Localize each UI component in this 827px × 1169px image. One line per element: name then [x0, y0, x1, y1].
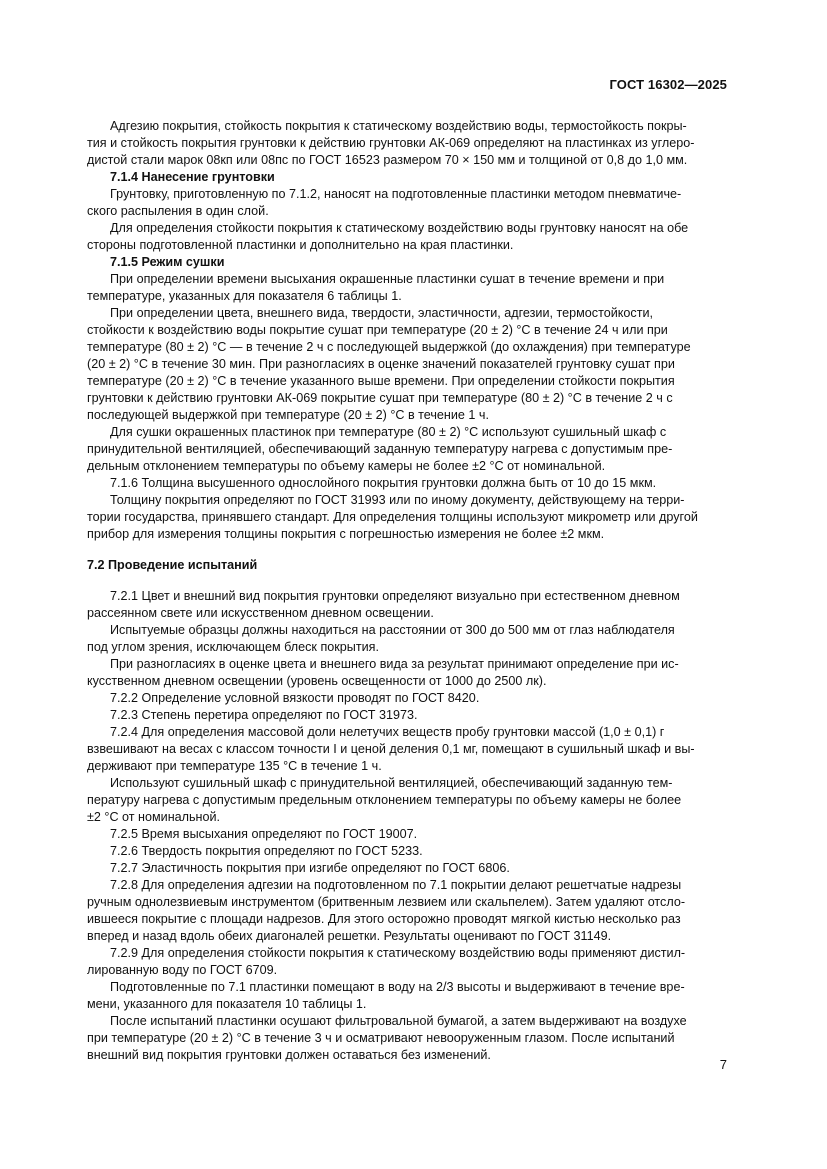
- document-header: ГОСТ 16302—2025: [609, 77, 727, 92]
- paragraph: После испытаний пластинки осушают фильтровальной бумагой, а затем выдерживают на воздухе при температуре (20 ± 2) °С в течение 3 ч и осматривают невооруженным глазом. После испытаний внешний вид покрытия грунтовки должен оставаться без изменений.: [87, 1014, 687, 1062]
- paragraph: 7.1.6 Толщина высушенного однослойного покрытия грунтовки должна быть от 10 до 15 мкм.: [110, 476, 657, 490]
- paragraph: При определении цвета, внешнего вида, твердости, эластичности, адгезии, термостойкости, стойкости к воздействию воды покрытие сушат при температуре (20 ± 2) °С в течение 24 ч или при температуре (80 ± 2) °С — в течение 2 ч с последующей выдержкой (до охлаждения) при температуре (20 ± 2) °С в течение 30 мин. При разногласиях в оценке значений показателей грунтовку сушат при температуре (20 ± 2) °С в течение указанного выше времени. При определении стойкости покрытия грунтовки к действию грунтовки АК-069 покрытие сушат при температуре (80 ± 2) °С в течение 2 ч с последующей выдержкой при температуре (20 ± 2) °С в течение 1 ч.: [87, 306, 691, 422]
- paragraph: Подготовленные по 7.1 пластинки помещают в воду на 2/3 высоты и выдерживают в течение вре- мени, указанного для показателя 10 таблицы 1.: [87, 980, 685, 1011]
- paragraph: 7.2.8 Для определения адгезии на подготовленном по 7.1 покрытии делают решетчатые надрезы ручным однолезвиевым инструментом (бритвенным лезвием или скальпелем). Затем удаляют отсло- ившееся покрытие с площади надрезов. Для этого осторожно проводят мягкой кистью несколько раз вперед и назад вдоль обеих диагоналей решетки. Результаты оценивают по ГОСТ 31149.: [87, 878, 686, 943]
- paragraph: Грунтовку, приготовленную по 7.1.2, наносят на подготовленные пластинки методом пневматиче- ского распыления в один слой.: [87, 187, 682, 218]
- paragraph: 7.2.2 Определение условной вязкости проводят по ГОСТ 8420.: [110, 691, 480, 705]
- document-body: [87, 118, 728, 1064]
- paragraph: 7.2.6 Твердость покрытия определяют по ГОСТ 5233.: [110, 844, 423, 858]
- paragraph: 7.2.4 Для определения массовой доли нелетучих веществ пробу грунтовки массой (1,0 ± 0,1) г взвешивают на весах с классом точности I и ценой деления 0,1 мг, помещают в сушильный шкаф и вы- держивают при температуре 135 °С в течение 1 ч.: [87, 725, 695, 773]
- paragraph: Используют сушильный шкаф с принудительной вентиляцией, обеспечивающий заданную тем- пературу нагрева с допустимым предельным отклонением температуры по объему камеры не более ±2 °С от номинальной.: [87, 776, 682, 824]
- paragraph: 7.2.1 Цвет и внешний вид покрытия грунтовки определяют визуально при естественном дневном рассеянном свете или искусственном дневном освещении.: [87, 589, 680, 620]
- section-heading-7-1-5: 7.1.5 Режим сушки: [110, 255, 225, 269]
- paragraph: Адгезию покрытия, стойкость покрытия к статическому воздействию воды, термостойкость покры- тия и стойкость покрытия грунтовки к действию грунтовки АК-069 определяют на пластинках из углеро- дистой стали марок 08кп или 08пс по ГОСТ 16523 размером 70 × 150 мм и толщиной от 0,8 до 1,0 мм.: [87, 119, 695, 167]
- paragraph: 7.2.3 Степень перетира определяют по ГОСТ 31973.: [110, 708, 418, 722]
- section-heading-7-2: 7.2 Проведение испытаний: [87, 558, 258, 572]
- paragraph: Для сушки окрашенных пластинок при температуре (80 ± 2) °С используют сушильный шкаф с принудительной вентиляцией, обеспечивающий заданную температуру нагрева с допустимым пре- дельным отклонением температуры по объему камеры не более ±2 °С от номинальной.: [87, 425, 673, 473]
- paragraph: 7.2.5 Время высыхания определяют по ГОСТ 19007.: [110, 827, 418, 841]
- page-number: 7: [719, 1057, 727, 1072]
- paragraph: Для определения стойкости покрытия к статическому воздействию воды грунтовку наносят на обе стороны подготовленной пластинки и дополнительно на края пластинки.: [87, 221, 689, 252]
- paragraph: Испытуемые образцы должны находиться на расстоянии от 300 до 500 мм от глаз наблюдателя под углом зрения, исключающем блеск покрытия.: [87, 623, 675, 654]
- paragraph: 7.2.7 Эластичность покрытия при изгибе определяют по ГОСТ 6806.: [110, 861, 510, 875]
- paragraph: 7.2.9 Для определения стойкости покрытия к статическому воздействию воды применяют дистил- лированную воду по ГОСТ 6709.: [87, 946, 686, 977]
- section-heading-7-1-4: 7.1.4 Нанесение грунтовки: [110, 170, 275, 184]
- paragraph: При определении времени высыхания окрашенные пластинки сушат в течение времени и при температуре, указанных для показателя 6 таблицы 1.: [87, 272, 665, 303]
- paragraph: При разногласиях в оценке цвета и внешнего вида за результат принимают определение при ис- кусственном дневном освещении (уровень освещенности от 1000 до 2500 лк).: [87, 657, 679, 688]
- paragraph: Толщину покрытия определяют по ГОСТ 31993 или по иному документу, действующему на терри- тории государства, принявшего стандарт. Для определения толщины используют микрометр или другой прибор для измерения толщины покрытия с погрешностью измерения не более ±2 мкм.: [87, 493, 698, 541]
